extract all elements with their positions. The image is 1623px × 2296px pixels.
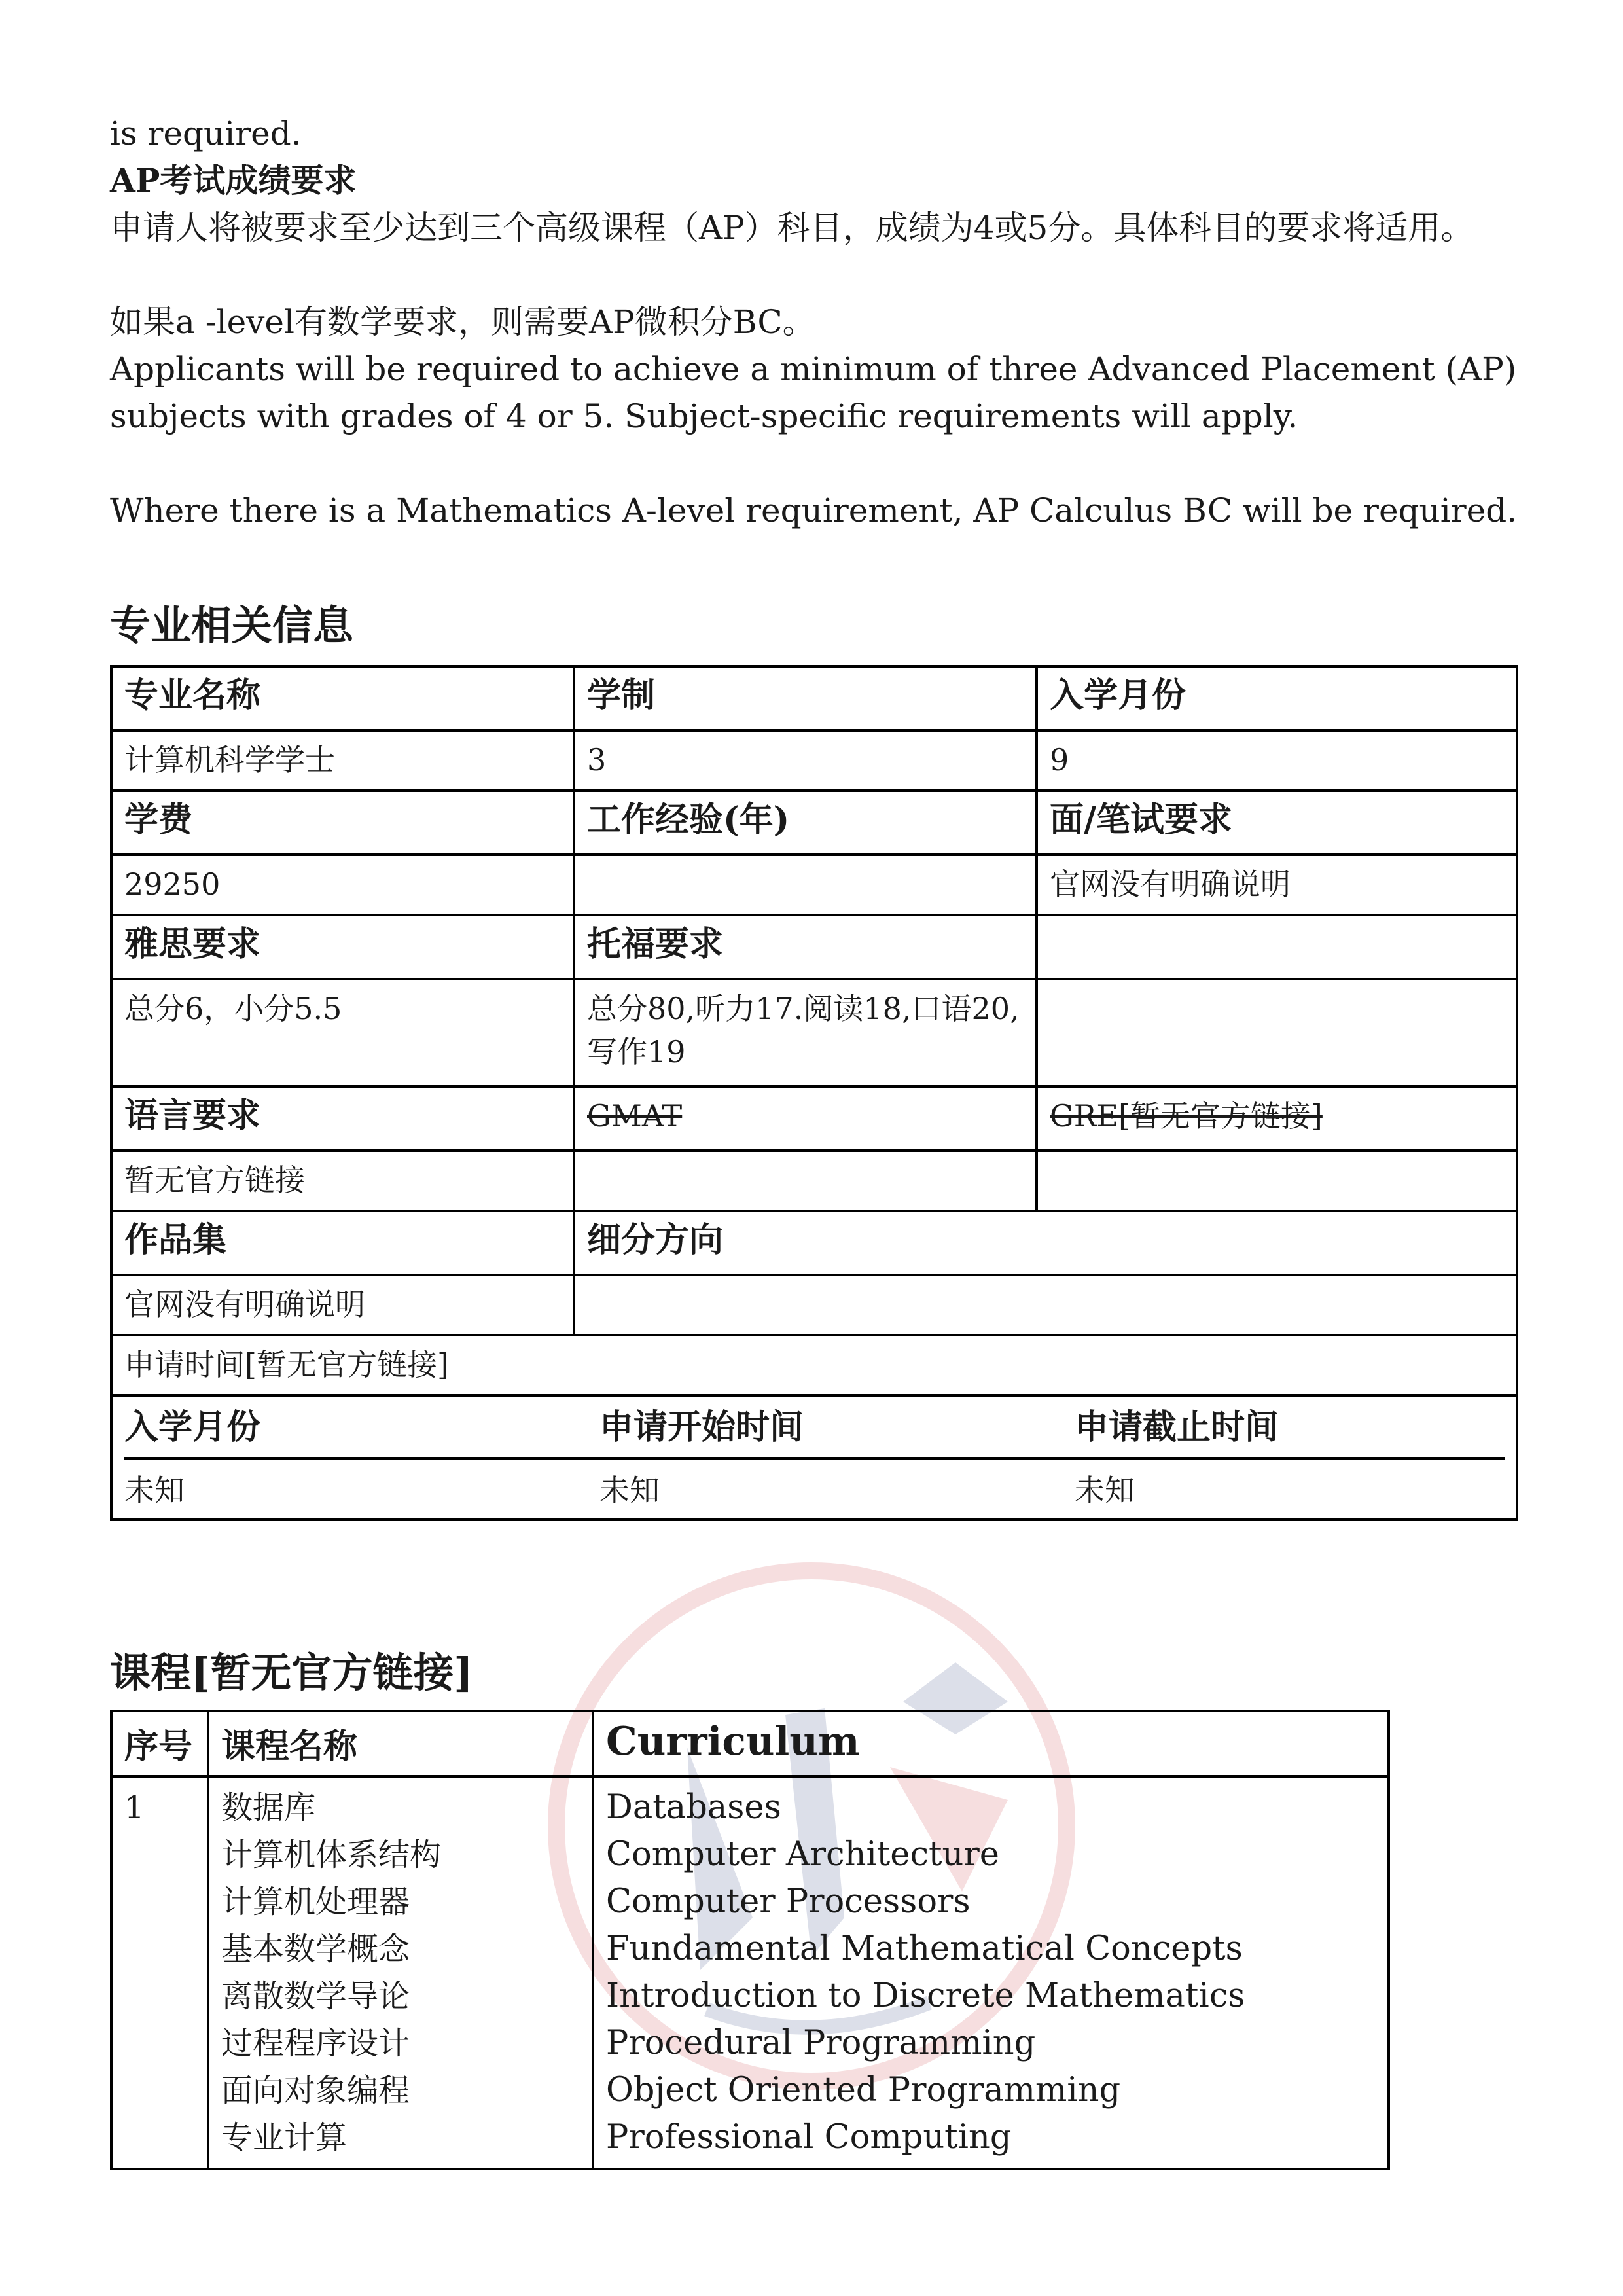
list-item: 计算机体系结构 [221, 1837, 442, 1873]
app-intake-value: 未知 [124, 1473, 185, 1508]
course-section-title: 课程[暂无官方链接] [110, 1649, 473, 1696]
ap-requirement-cn: 申请人将被要求至少达到三个高级课程（AP）科目，成绩为4或5分。具体科目的要求将适用。 [110, 209, 1474, 247]
major-name-value: 计算机科学学士 [111, 730, 574, 791]
course-table [110, 1710, 1390, 2170]
gmat-label: GMAT [574, 1086, 1037, 1151]
list-item: Fundamental Mathematical Concepts [606, 1929, 1243, 1968]
toefl-value: 总分80,听力17.阅读18,口语20,写作19 [574, 979, 1037, 1086]
list-item: 面向对象编程 [221, 2072, 410, 2109]
continued-text: is required. [110, 115, 302, 152]
ap-calculus-en: Where there is a Mathematics A-level requirement, AP Calculus BC will be required. [110, 492, 1518, 529]
application-dates [111, 1395, 1517, 1520]
major-info-table [110, 665, 1518, 1521]
curriculum-header: Curriculum [593, 1711, 1389, 1776]
language-value: 暂无官方链接 [111, 1151, 574, 1211]
ap-calculus-cn: 如果a -level有数学要求，则需要AP微积分BC。 [110, 303, 815, 341]
list-item: 计算机处理器 [221, 1884, 410, 1920]
portfolio-value: 官网没有明确说明 [111, 1275, 574, 1335]
gre-value [1037, 1151, 1517, 1211]
duration-label: 学制 [574, 666, 1037, 730]
major-section-title: 专业相关信息 [110, 601, 354, 649]
ap-requirements-block [110, 110, 1524, 534]
list-item: Professional Computing [606, 2118, 1012, 2157]
interview-label: 面/笔试要求 [1037, 791, 1517, 855]
tuition-label: 学费 [111, 791, 574, 855]
app-start-value: 未知 [599, 1473, 660, 1508]
empty-cell [1037, 979, 1517, 1086]
course-list-cn [208, 1776, 593, 2169]
ap-requirement-en: Applicants will be required to achieve a minimum of three Advanced Placement (AP) subjects with grades of 4 or 5. Subject-specific requirements will apply. [110, 350, 1517, 435]
list-item: Databases [606, 1788, 781, 1827]
app-deadline-header: 申请截止时间 [1075, 1406, 1505, 1460]
toefl-label: 托福要求 [574, 915, 1037, 979]
ap-heading: AP考试成绩要求 [110, 161, 357, 200]
list-item: 基本数学概念 [221, 1931, 410, 1967]
list-item: Introduction to Discrete Mathematics [606, 1977, 1245, 2015]
intake-label: 入学月份 [1037, 666, 1517, 730]
empty-cell [1037, 915, 1517, 979]
list-item: Object Oriented Programming [606, 2071, 1121, 2109]
duration-value: 3 [574, 730, 1037, 791]
list-item: 数据库 [221, 1789, 316, 1826]
ielts-value: 总分6，小分5.5 [111, 979, 574, 1086]
app-start-header: 申请开始时间 [599, 1406, 1075, 1460]
tuition-value: 29250 [111, 855, 574, 915]
specialization-value [574, 1275, 1517, 1335]
app-deadline-value: 未知 [1075, 1473, 1135, 1508]
portfolio-label: 作品集 [111, 1211, 574, 1275]
gre-label: GRE[暂无官方链接] [1037, 1086, 1517, 1151]
course-list-en [593, 1776, 1389, 2169]
work-experience-label: 工作经验(年) [574, 791, 1037, 855]
major-name-label: 专业名称 [111, 666, 574, 730]
work-experience-value [574, 855, 1037, 915]
language-label: 语言要求 [111, 1086, 574, 1151]
list-item: Computer Architecture [606, 1835, 999, 1874]
course-name-header: 课程名称 [208, 1711, 593, 1776]
list-item: Computer Processors [606, 1882, 971, 1921]
intake-value: 9 [1037, 730, 1517, 791]
list-item: 离散数学导论 [221, 1978, 410, 2015]
application-time-label: 申请时间[暂无官方链接] [111, 1335, 1517, 1395]
interview-value: 官网没有明确说明 [1037, 855, 1517, 915]
index-header: 序号 [111, 1711, 208, 1776]
gmat-value [574, 1151, 1037, 1211]
list-item: Procedural Programming [606, 2024, 1036, 2062]
ielts-label: 雅思要求 [111, 915, 574, 979]
list-item: 过程程序设计 [221, 2025, 410, 2062]
course-index: 1 [111, 1776, 208, 2169]
specialization-label: 细分方向 [574, 1211, 1517, 1275]
list-item: 专业计算 [221, 2119, 348, 2156]
app-intake-header: 入学月份 [124, 1406, 599, 1460]
